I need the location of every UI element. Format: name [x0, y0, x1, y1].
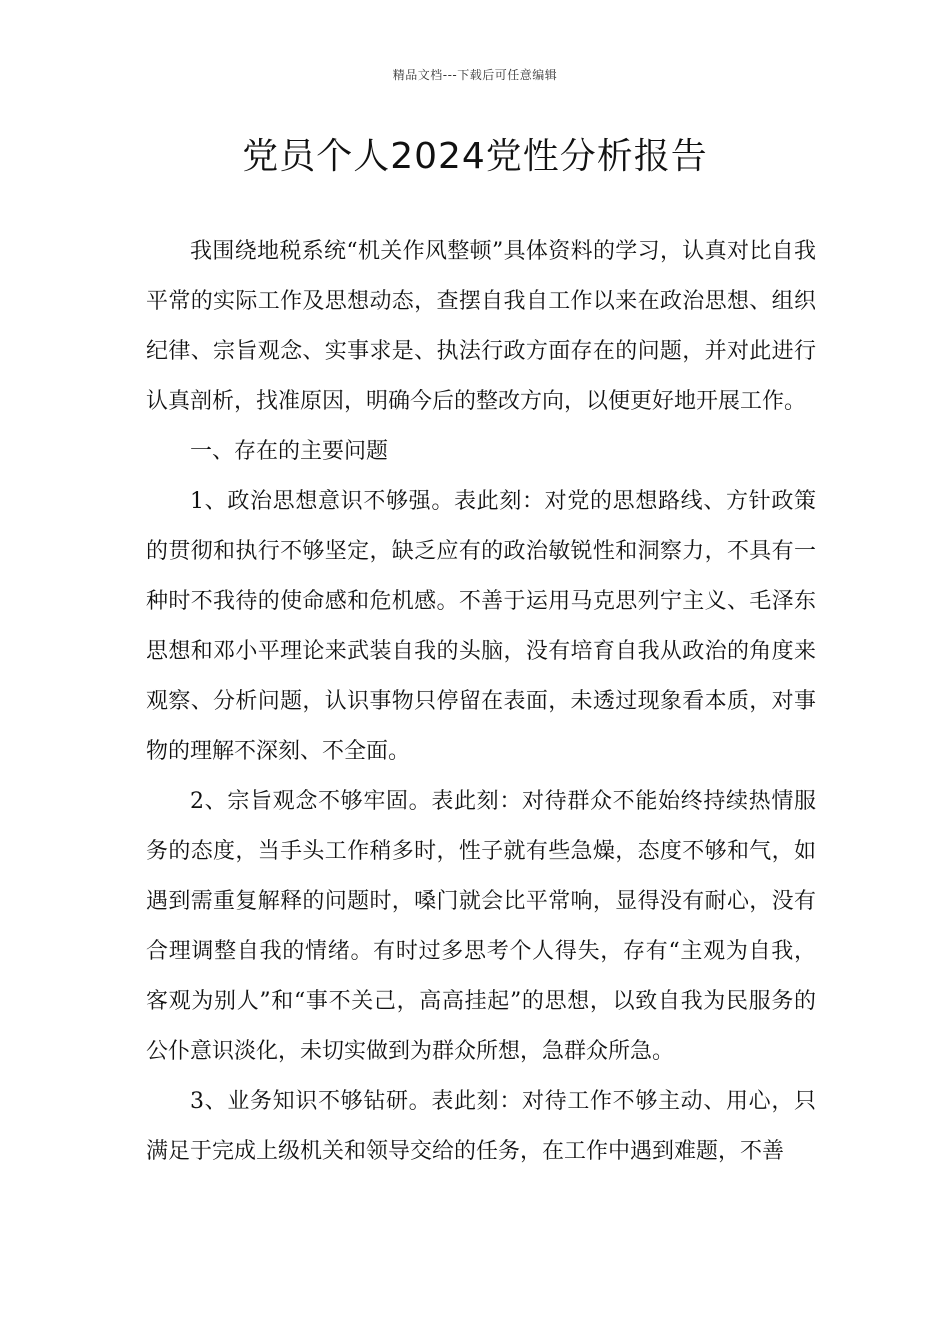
paragraph-item-1: 1、政治思想意识不够强。表此刻：对党的思想路线、方针政策的贯彻和执行不够坚定，缺乏应有的政治敏锐性和洞察力，不具有一种时不我待的使命感和危机感。不善于运用马克思列宁主义、毛泽东思想和邓小平理论来武装自我的头脑，没有培育自我从政治的角度来观察、分析问题，认识事物只停留在表面，未透过现象看本质，对事物的理解不深刻、不全面。	[146, 489, 816, 764]
paragraph-intro: 我围绕地税系统“机关作风整顿”具体资料的学习，认真对比自我平常的实际工作及思想动态，查摆自我自工作以来在政治思想、组织纪律、宗旨观念、实事求是、执法行政方面存在的问题，并对此进行认真剖析，找准原因，明确今后的整改方向，以便更好地开展工作。	[146, 239, 816, 414]
paragraph-item-2: 2、宗旨观念不够牢固。表此刻：对待群众不能始终持续热情服务的态度，当手头工作稍多时，性子就有些急燥，态度不够和气，如遇到需重复解释的问题时，嗓门就会比平常响，显得没有耐心，没有合理调整自我的情绪。有时过多思考个人得失，存有“主观为自我，客观为别人”和“事不关己，高高挂起”的思想，以致自我为民服务的公仆意识淡化，未切实做到为群众所想，急群众所急。	[146, 789, 816, 1064]
header-note: 精品文档---下载后可任意编辑	[392, 68, 558, 82]
section-heading-problems: 一、存在的主要问题	[190, 439, 389, 464]
document-title: 党员个人2024党性分析报告	[242, 136, 708, 177]
document-body	[146, 227, 816, 1177]
paragraph-item-3: 3、业务知识不够钻研。表此刻：对待工作不够主动、用心，只满足于完成上级机关和领导交给的任务，在工作中遇到难题，不善	[146, 1089, 816, 1164]
